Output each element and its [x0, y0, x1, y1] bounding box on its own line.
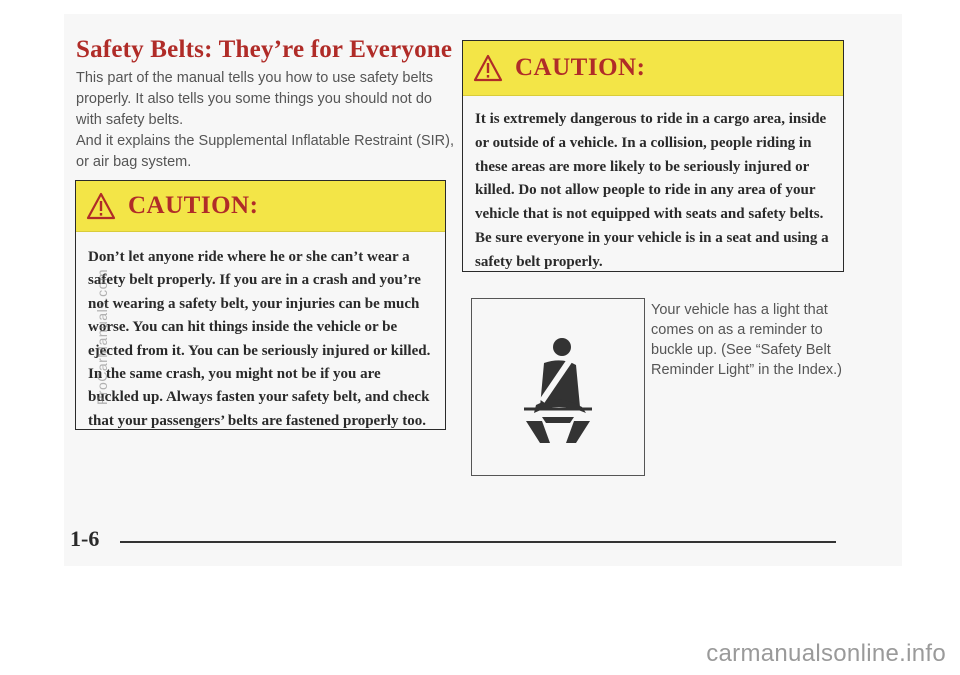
warning-triangle-icon: [473, 54, 503, 82]
caution-header-left: [76, 181, 445, 232]
footer-divider: [120, 541, 836, 543]
page-title: Safety Belts: They’re for Everyone: [76, 36, 453, 63]
safety-belt-reminder-icon: [520, 335, 596, 445]
caution-box-right: [462, 40, 844, 272]
caution-label-left: CAUTION:: [128, 192, 259, 219]
page-number: 1-6: [70, 526, 100, 551]
caution-label-right: CAUTION:: [515, 54, 646, 81]
reminder-paragraph: Your vehicle has a light that comes on as a reminder to buckle up. (See “Safety Belt Reminder Light” in the Index.): [651, 302, 843, 378]
side-watermark: [92, 172, 112, 502]
caution-box-left: [75, 180, 446, 430]
intro-paragraph: This part of the manual tells you how to use safety belts properly. It also tells you some things you should not do with safety belts.: [76, 70, 434, 128]
side-watermark-text: ProCarManuals.com: [94, 268, 111, 406]
caution-header-right: [463, 41, 843, 96]
caution-text-left: Don’t let anyone ride where he or she can’t wear a safety belt properly. If you are in a crash and you’re not wearing a safety belt, your injuries can be much worse. You can hit things inside the vehicle or be ejected from it. You can be seriously injured or killed. In the same crash, you might not be if you are buckled up. Always fasten your safety belt, and check that your passengers’ belts are fastened properly too.: [88, 249, 431, 429]
bottom-watermark: carmanualsonline.info: [706, 640, 946, 667]
caution-text-right: It is extremely dangerous to ride in a cargo area, inside or outside of a vehicle. In a collision, people riding in these areas are more likely to be seriously injured or killed. Do not allow people to ride in any area of your vehicle that is not equipped with seats and safety belts. Be sure everyone in your vehicle is in a seat and using a safety belt properly.: [475, 111, 829, 270]
reminder-icon-frame: [471, 298, 645, 476]
sir-paragraph: And it explains the Supplemental Inflatable Restraint (SIR), or air bag system.: [76, 133, 455, 170]
